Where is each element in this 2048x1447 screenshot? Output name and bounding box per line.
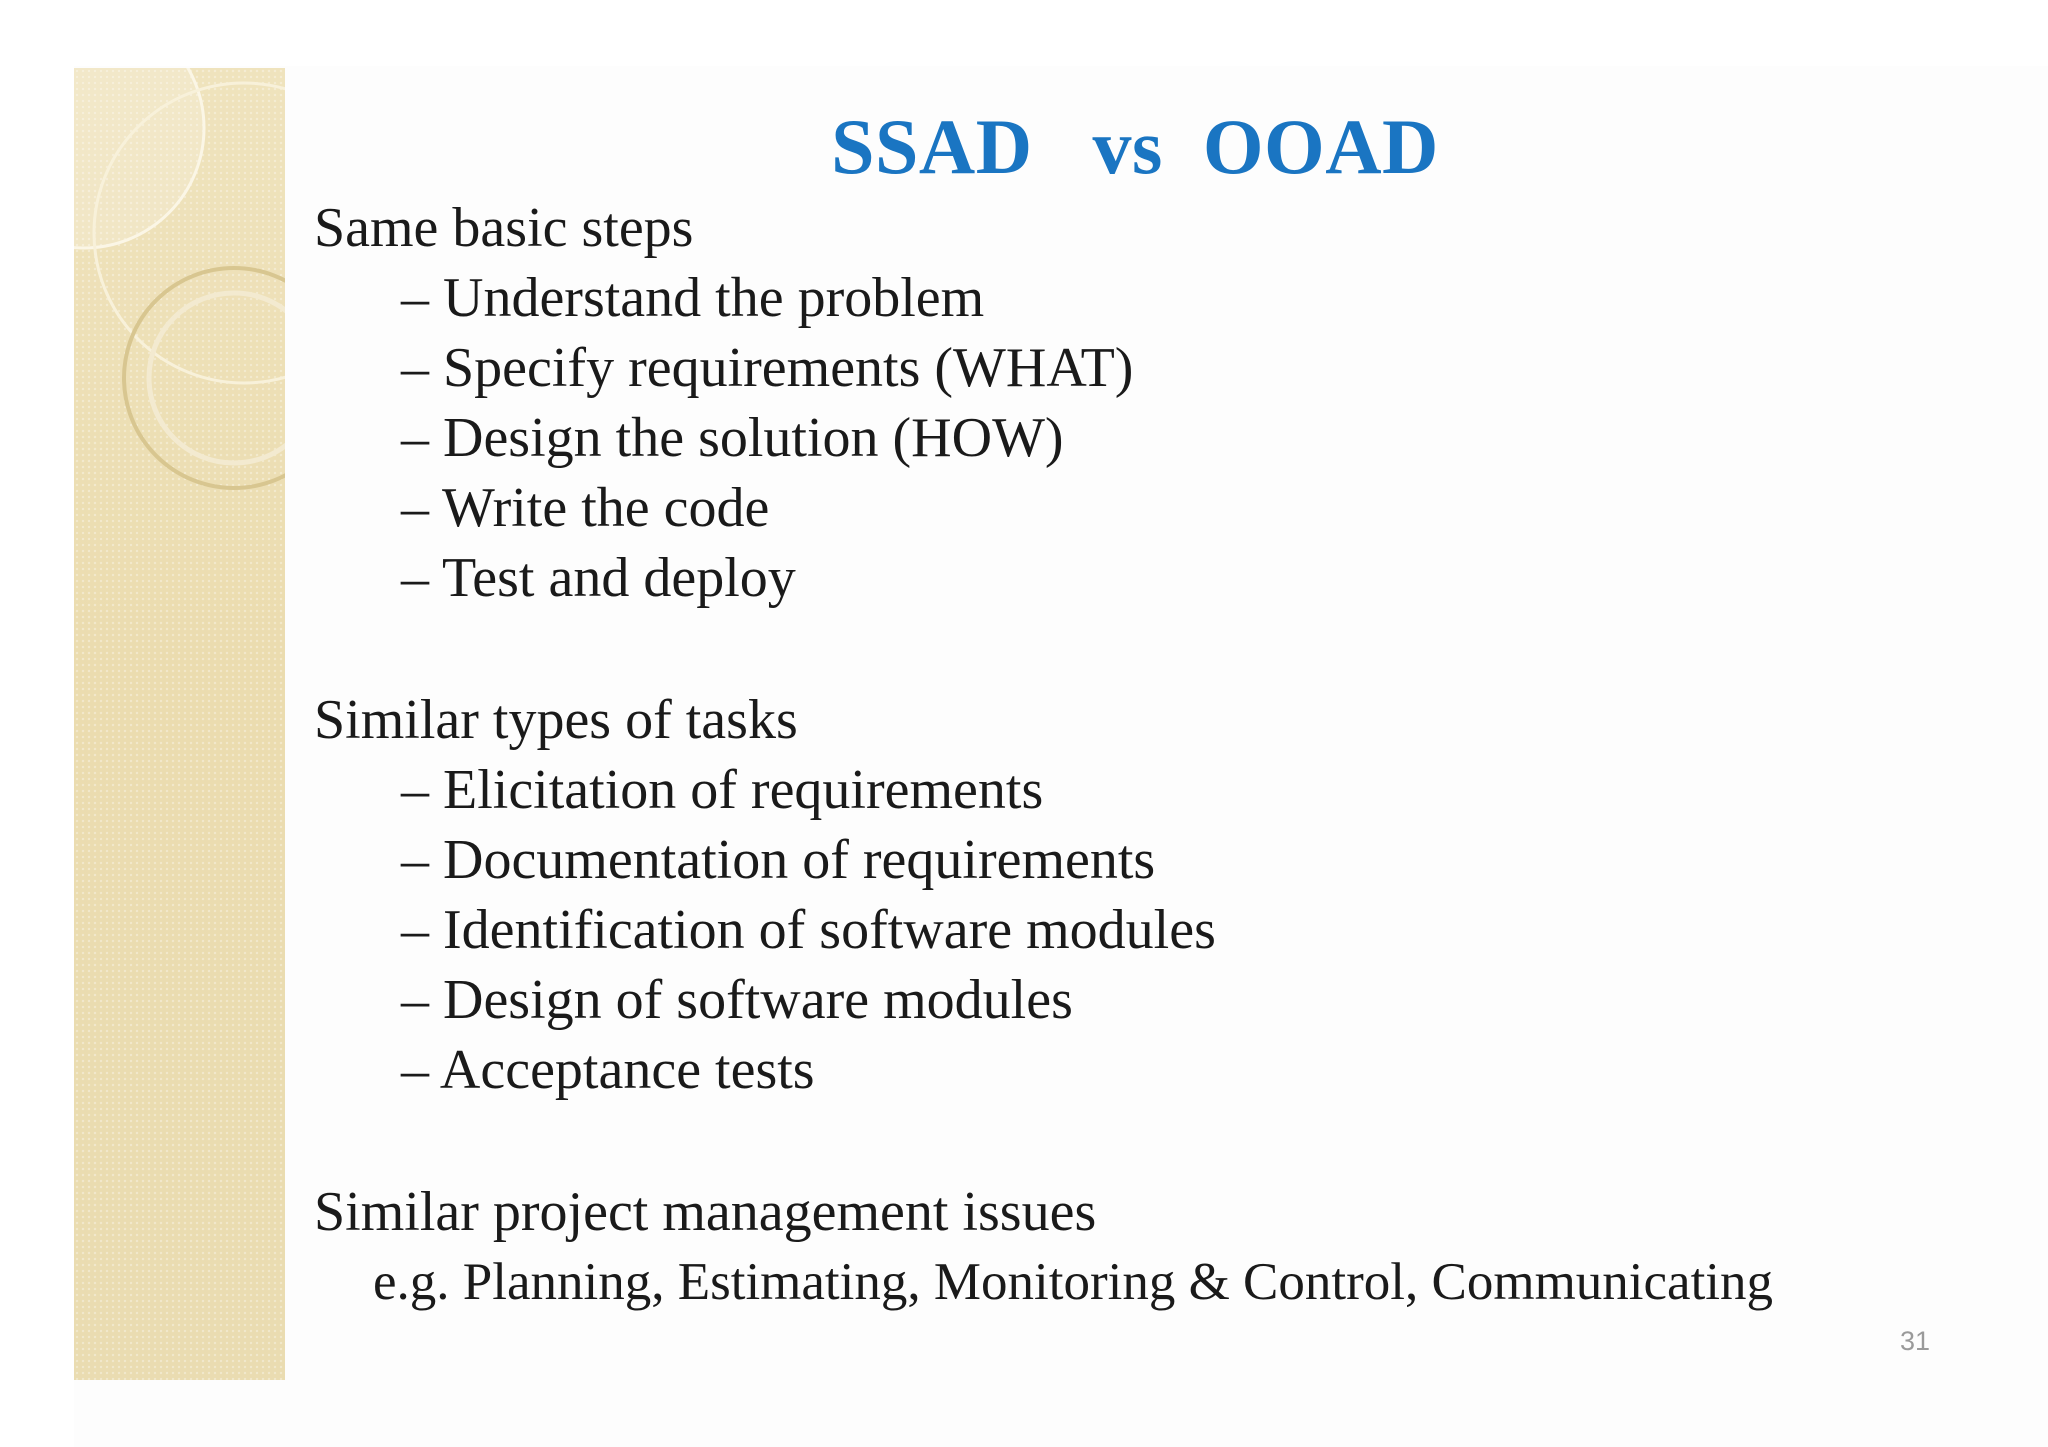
list-item: – Elicitation of requirements bbox=[401, 759, 1044, 821]
list-item: – Specify requirements (WHAT) bbox=[401, 337, 1134, 399]
slide-title: SSAD vs OOAD bbox=[831, 103, 1439, 190]
list-item: – Documentation of requirements bbox=[401, 829, 1156, 891]
section-heading-task-types: Similar types of tasks bbox=[314, 689, 798, 751]
list-item: – Design the solution (HOW) bbox=[401, 407, 1064, 469]
section-heading-basic-steps: Same basic steps bbox=[314, 197, 694, 259]
page-number: 31 bbox=[1899, 1326, 1930, 1356]
section-heading-project-management: Similar project management issues bbox=[314, 1181, 1097, 1243]
project-management-note: e.g. Planning, Estimating, Monitoring & Control, Communicating bbox=[373, 1253, 1774, 1311]
decorative-side-band bbox=[74, 68, 285, 1380]
list-item: – Design of software modules bbox=[401, 969, 1073, 1031]
list-item: – Identification of software modules bbox=[401, 899, 1216, 961]
decorative-ring-inner bbox=[149, 293, 285, 463]
list-item: – Test and deploy bbox=[401, 547, 796, 609]
decorative-rings-graphic bbox=[74, 68, 285, 1380]
list-item: – Write the code bbox=[401, 477, 770, 539]
list-item: – Understand the problem bbox=[401, 267, 985, 329]
list-item: – Acceptance tests bbox=[401, 1039, 815, 1101]
